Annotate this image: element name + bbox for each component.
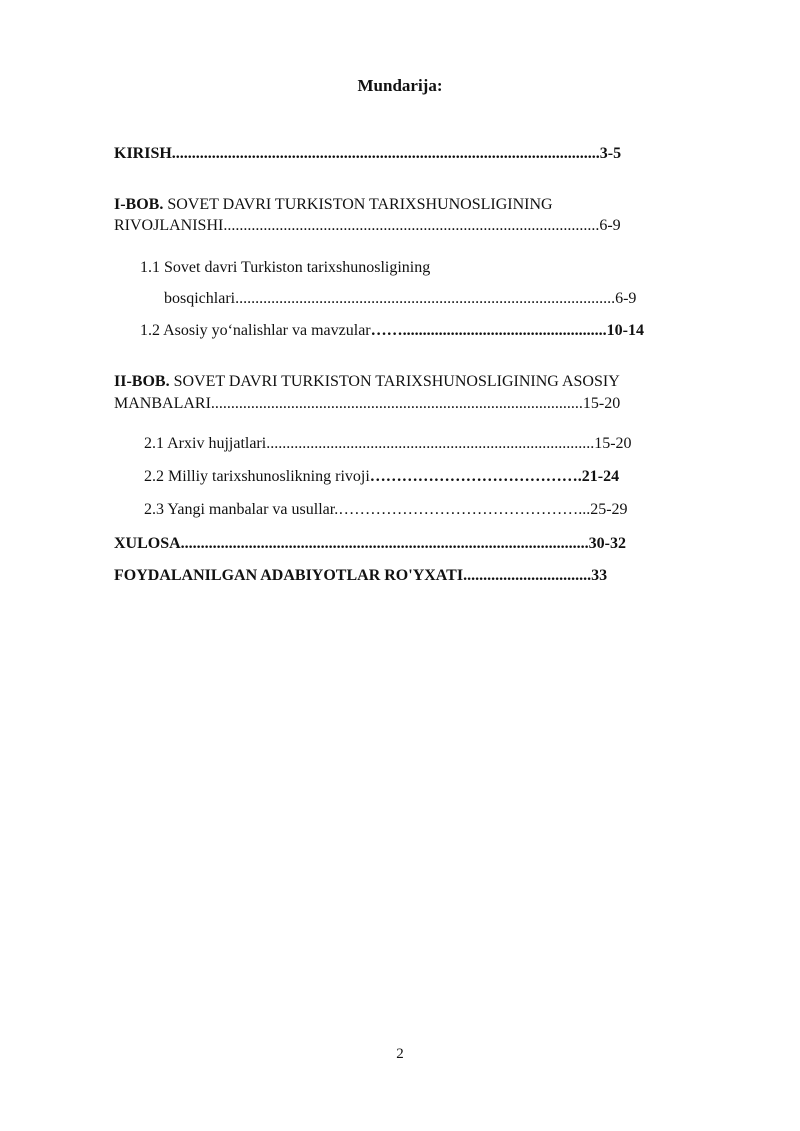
- toc-entry-1-2: [140, 321, 740, 341]
- toc-bob2-title-line1: SOVET DAVRI TURKISTON TARIXSHUNOSLIGINING ASOSIY: [169, 373, 620, 390]
- toc-2-3-title: 2.3 Yangi manbalar va usullar.: [144, 501, 339, 518]
- toc-entry-1-1-line1: 1.1 Sovet davri Turkiston tarixshunosligining: [140, 259, 431, 276]
- toc-title: Mundarija:: [357, 76, 443, 95]
- toc-bob2-title-line2: MANBALARI.............................................................................................15-20: [114, 395, 621, 412]
- toc-1-2-leader: ……...................................................10-14: [370, 322, 644, 339]
- toc-bob2-prefix: II-BOB.: [114, 373, 170, 390]
- toc-2-3-leader: ………………………………………...25-29: [338, 501, 628, 518]
- toc-entry-kirish: KIRISH...........................................................................................................3-5: [114, 145, 622, 162]
- toc-entry-2-3: [144, 500, 724, 520]
- toc-entry-bob1-line1: [114, 195, 734, 215]
- toc-2-2-leader: ………………………………….21-24: [369, 468, 620, 485]
- toc-entry-adabiyotlar: FOYDALANILGAN ADABIYOTLAR RO'YXATI................................33: [114, 567, 608, 584]
- toc-2-2-title: 2.2 Milliy tarixshunoslikning rivoji: [144, 468, 370, 485]
- toc-entry-2-2: [144, 467, 724, 487]
- toc-1-2-title: 1.2 Asosiy yo‘nalishlar va mavzular: [140, 322, 371, 339]
- toc-entry-bob2-line2: [114, 394, 724, 414]
- toc-bob1-title-line2: RIVOJLANISHI..............................................................................................6-9: [114, 217, 621, 234]
- toc-entry-xulosa: XULOSA......................................................................................................30-32: [114, 535, 627, 552]
- toc-entry-bob2-line1: [114, 372, 744, 392]
- toc-bob1-prefix: I-BOB.: [114, 196, 164, 213]
- toc-entry-1-1-line2: bosqichlari...............................................................................................6-9: [164, 290, 637, 307]
- toc-bob1-title-line1: SOVET DAVRI TURKISTON TARIXSHUNOSLIGINING: [163, 196, 553, 213]
- toc-entry-2-1: 2.1 Arxiv hujjatlari..................................................................................15-20: [144, 435, 632, 452]
- toc-entry-bob1-line2: [114, 216, 724, 236]
- page-number: 2: [396, 1046, 404, 1062]
